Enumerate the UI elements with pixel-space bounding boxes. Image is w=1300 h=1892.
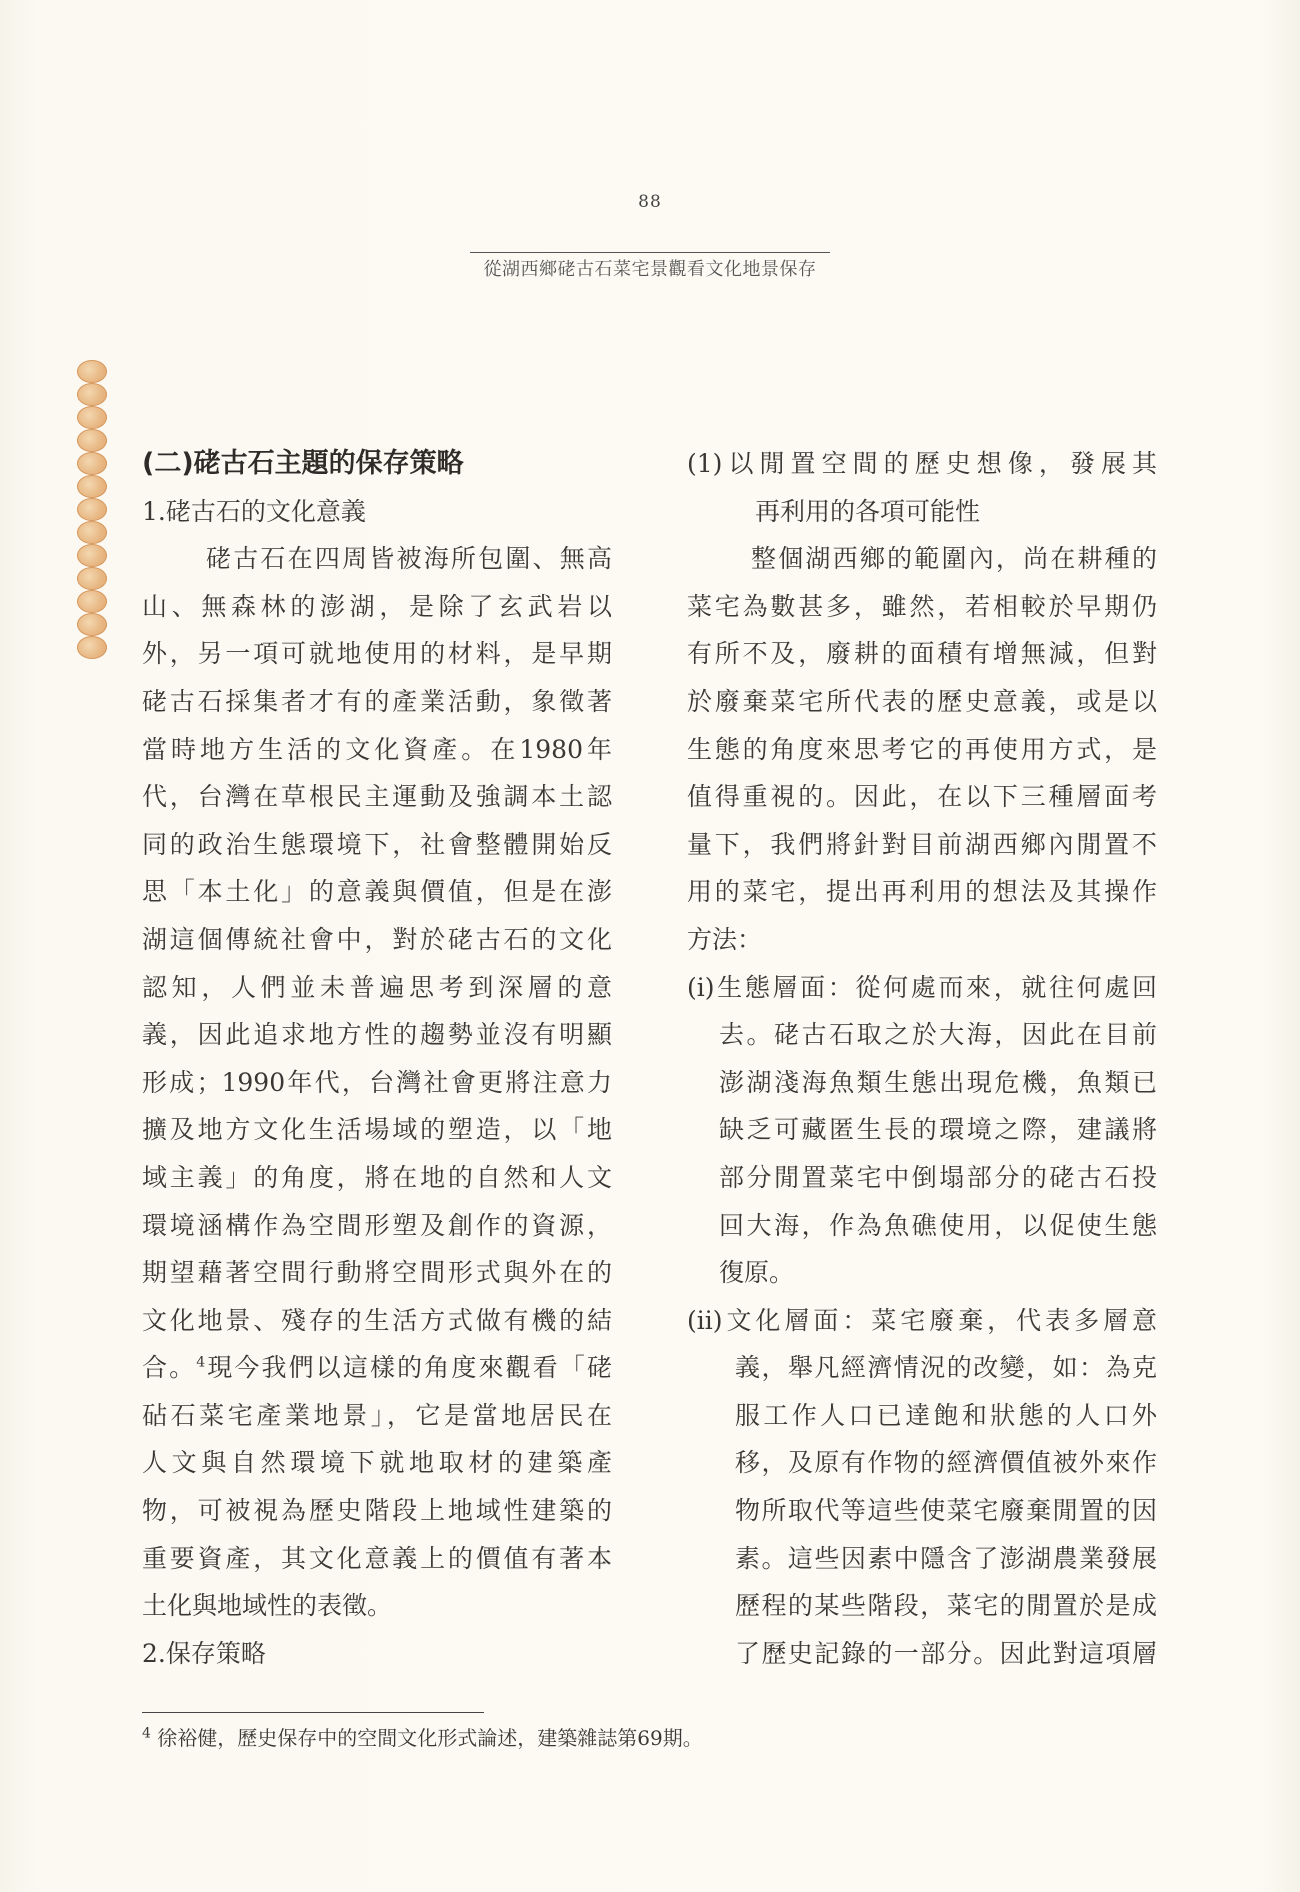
text-line-with-footnote xyxy=(142,1344,612,1392)
text-line: 服工作人口已達飽和狀態的人口外 xyxy=(735,1400,1157,1430)
text-line: 當時地方生活的文化資產。在1980年 xyxy=(142,734,612,764)
right-column xyxy=(687,440,1157,1677)
footnote-divider xyxy=(142,1712,484,1713)
text-line: 硓古石在四周皆被海所包圍、無高 xyxy=(206,544,612,574)
text-line: 人文與自然環境下就地取材的建築產 xyxy=(142,1448,612,1478)
text-line: 認知，人們並未普遍思考到深層的意 xyxy=(142,972,612,1002)
text-line: 擴及地方文化生活場域的塑造，以「地 xyxy=(142,1115,612,1145)
text-line: 素。這些因素中隱含了澎湖農業發展 xyxy=(735,1543,1157,1573)
text-line: 代，台灣在草根民主運動及強調本土認 xyxy=(142,782,612,812)
ornament-bead xyxy=(77,452,107,475)
text-line: 缺乏可藏匿生長的環境之際，建議將 xyxy=(719,1115,1157,1145)
text-line: 整個湖西鄉的範圍內，尚在耕種的 xyxy=(751,544,1157,574)
text-line: 土化與地域性的表徵。 xyxy=(142,1591,393,1621)
text-line: 歷程的某些階段，菜宅的閒置於是成 xyxy=(735,1591,1157,1621)
ornament-bead xyxy=(77,521,107,544)
list-item: (i)生態層面：從何處而來，就往何處回 xyxy=(687,972,1157,1002)
text-line: 外，另一項可就地使用的材料，是早期 xyxy=(142,639,612,669)
text-line: 於廢棄菜宅所代表的歷史意義，或是以 xyxy=(687,686,1157,716)
text-line: 菜宅為數甚多，雖然，若相較於早期仍 xyxy=(687,591,1157,621)
footnote-marker: 4 xyxy=(196,1354,206,1371)
text-line: 同的政治生態環境下，社會整體開始反 xyxy=(142,829,612,859)
text-line: 山、無森林的澎湖，是除了玄武岩以 xyxy=(142,591,612,621)
left-column xyxy=(142,440,612,1677)
ornament-bead xyxy=(77,636,107,659)
ornament-bead xyxy=(77,498,107,521)
text-line: 物所取代等這些使菜宅廢棄閒置的因 xyxy=(735,1496,1157,1526)
text-line: 部分閒置菜宅中倒塌部分的硓古石投 xyxy=(719,1162,1157,1192)
footnote xyxy=(142,1722,703,1751)
subheading: 2.保存策略 xyxy=(142,1638,266,1668)
ornament-bead xyxy=(77,590,107,613)
text-line: 用的菜宅，提出再利用的想法及其操作 xyxy=(687,877,1157,907)
ornament-bead xyxy=(77,360,107,383)
text-line: 復原。 xyxy=(719,1258,795,1288)
section-heading: (二)硓古石主題的保存策略 xyxy=(142,448,464,479)
footnote-marker: 4 xyxy=(142,1725,151,1742)
text-line: 值得重視的。因此，在以下三種層面考 xyxy=(687,782,1157,812)
text-line: 義，舉凡經濟情況的改變，如：為克 xyxy=(735,1353,1157,1383)
text-line: 砧石菜宅產業地景」，它是當地居民在 xyxy=(142,1400,612,1430)
ornament-bead xyxy=(77,475,107,498)
text-line: 思「本土化」的意義與價值，但是在澎 xyxy=(142,877,612,907)
text-line: 環境涵構作為空間形塑及創作的資源， xyxy=(142,1210,612,1240)
text-line: 硓古石採集者才有的產業活動，象徵著 xyxy=(142,686,612,716)
footnote-text: 徐裕健，歷史保存中的空間文化形式論述，建築雜誌第69期。 xyxy=(157,1726,703,1750)
text-line: 重要資產，其文化意義上的價值有著本 xyxy=(142,1543,612,1573)
text-fragment: 合。 xyxy=(142,1353,197,1383)
ornament-bead xyxy=(77,544,107,567)
text-line: 期望藉著空間行動將空間形式與外在的 xyxy=(142,1258,612,1288)
text-line: 了歷史記錄的一部分。因此對這項層 xyxy=(735,1638,1157,1668)
ornament-bead xyxy=(77,406,107,429)
ornament-bead xyxy=(77,383,107,406)
text-line: 文化地景、殘存的生活方式做有機的結 xyxy=(142,1305,612,1335)
text-line: 有所不及，廢耕的面積有增無減，但對 xyxy=(687,639,1157,669)
text-line: 域主義」的角度，將在地的自然和人文 xyxy=(142,1162,612,1192)
text-line: 物，可被視為歷史階段上地域性建築的 xyxy=(142,1496,612,1526)
list-item-heading: 再利用的各項可能性 xyxy=(755,496,981,526)
ornament-bead xyxy=(77,429,107,452)
list-item-heading: (1)以閒置空間的歷史想像，發展其 xyxy=(687,449,1157,478)
text-line: 義，因此追求地方性的趨勢並沒有明顯 xyxy=(142,1020,612,1050)
page-number: 88 xyxy=(638,192,662,212)
running-head: 從湖西鄉硓古石菜宅景觀看文化地景保存 xyxy=(470,252,830,281)
text-line: 移，及原有作物的經濟價值被外來作 xyxy=(735,1448,1157,1478)
text-line: 形成；1990年代，台灣社會更將注意力 xyxy=(142,1067,612,1097)
text-line: 去。硓古石取之於大海，因此在目前 xyxy=(719,1020,1157,1050)
text-line: 湖這個傳統社會中，對於硓古石的文化 xyxy=(142,924,612,954)
ornament-bead xyxy=(77,567,107,590)
text-line: 澎湖淺海魚類生態出現危機，魚類已 xyxy=(719,1067,1157,1097)
ornament-bead xyxy=(77,613,107,636)
margin-ornament xyxy=(74,360,110,659)
text-line: 生態的角度來思考它的再使用方式，是 xyxy=(687,734,1157,764)
text-line: 量下，我們將針對目前湖西鄉內閒置不 xyxy=(687,829,1157,859)
subheading: 1.硓古石的文化意義 xyxy=(142,496,366,526)
text-fragment: 現今我們以這樣的角度來觀看「硓 xyxy=(205,1353,612,1383)
list-item: (ii)文化層面：菜宅廢棄，代表多層意 xyxy=(687,1305,1157,1335)
text-line: 方法： xyxy=(687,924,763,954)
text-line: 回大海，作為魚礁使用，以促使生態 xyxy=(719,1210,1157,1240)
